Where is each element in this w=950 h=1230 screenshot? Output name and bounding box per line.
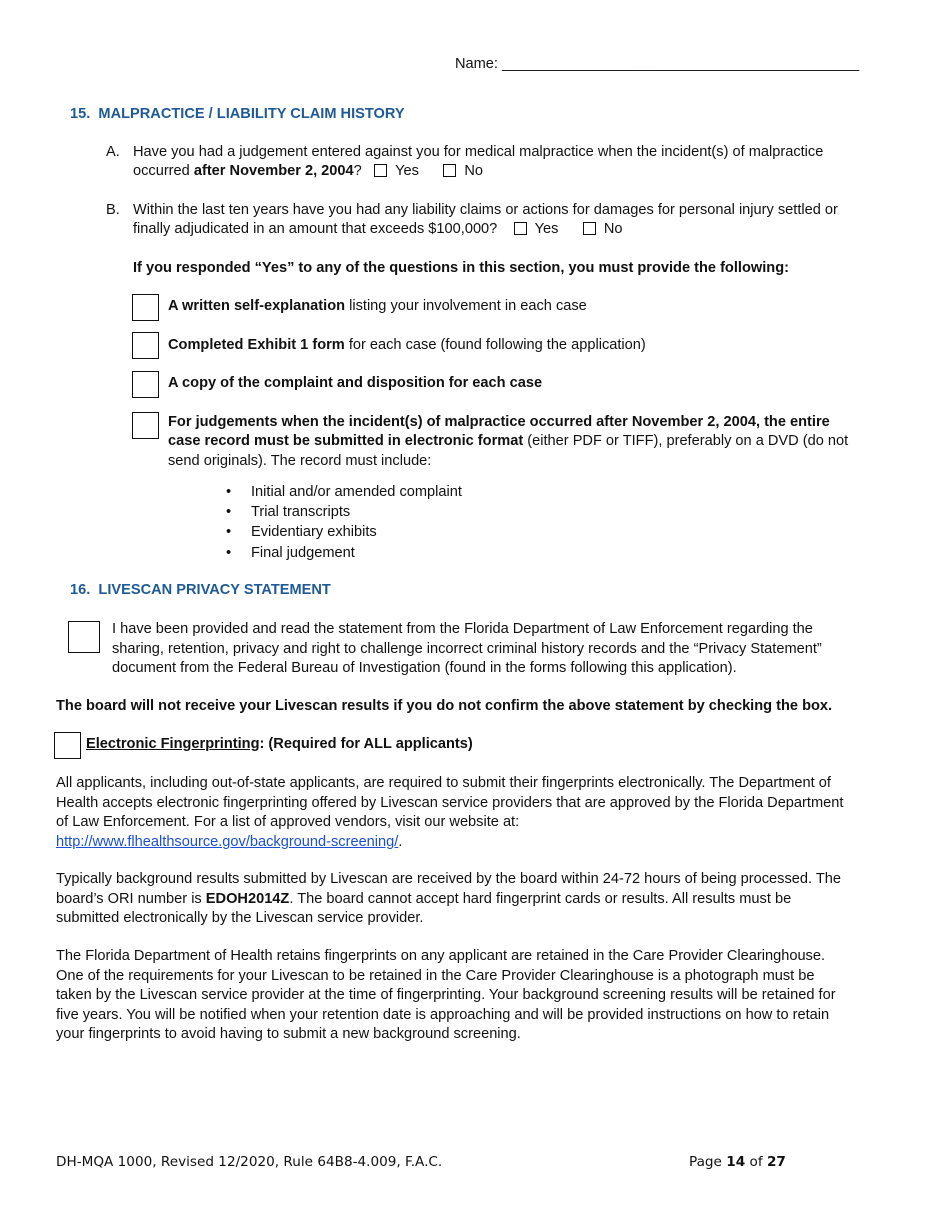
question-b-yes-checkbox[interactable] <box>514 222 527 235</box>
bullet-text: Final judgement <box>251 544 355 561</box>
question-b-yes-label: Yes <box>534 221 559 237</box>
item-exhibit-1 <box>168 336 646 356</box>
question-b-text: finally adjudicated in an amount that exceeds $100,000? <box>133 221 498 237</box>
paragraph-line: One of the requirements for your Livescan to be retained in the Care Provider Clearinghouse is a photograph must be <box>56 967 815 984</box>
privacy-statement-checkbox[interactable] <box>68 621 100 653</box>
item-self-explanation-checkbox[interactable] <box>132 294 159 321</box>
bullet-text: Evidentiary exhibits <box>251 524 377 541</box>
background-screening-link[interactable]: http://www.flhealthsource.gov/background-screening/ <box>56 833 399 850</box>
section-16-number: 16. <box>70 582 91 598</box>
paragraph-line: submitted electronically by the Livescan service provider. <box>56 910 424 926</box>
question-a-mark: ? <box>353 163 362 179</box>
question-b-no-checkbox[interactable] <box>583 222 596 235</box>
ori-post: . The board cannot accept hard fingerprint cards or results. All results must be <box>289 890 792 907</box>
item-complaint-copy <box>168 374 542 394</box>
bullet-icon: • <box>226 524 232 541</box>
item-complaint-copy-checkbox[interactable] <box>132 371 159 398</box>
item-case-record-rest: (either PDF or TIFF), preferably on a DVD (do not <box>523 433 849 449</box>
footer-form-id: DH-MQA 1000, Revised 12/2020, Rule 64B8-4.009, F.A.C. <box>56 1154 443 1170</box>
fingerprinting-paragraph-1 <box>56 774 843 852</box>
name-label: Name: <box>455 56 498 72</box>
item-self-explanation-bold: A written self-explanation <box>168 298 346 314</box>
link-period: . <box>398 833 403 850</box>
section-15-heading: MALPRACTICE / LIABILITY CLAIM HISTORY <box>98 106 405 122</box>
footer-page-number <box>689 1153 786 1173</box>
total-pages: 27 <box>766 1154 786 1170</box>
privacy-statement-line: sharing, retention, privacy and right to challenge incorrect criminal history records and the “Privacy Statement” <box>112 640 822 657</box>
question-b-letter: B. <box>106 202 120 218</box>
paragraph-line: taken by the Livescan service provider at the time of fingerprinting. Your background screening results will be retained for <box>56 987 836 1003</box>
item-self-explanation <box>168 297 587 317</box>
current-page: 14 <box>726 1154 746 1170</box>
item-self-explanation-rest: listing your involvement in each case <box>345 298 587 314</box>
bullet-text: Trial transcripts <box>251 504 351 521</box>
item-complaint-copy-bold: A copy of the complaint and disposition for each case <box>168 375 543 391</box>
of-label: of <box>749 1154 763 1170</box>
section-15-title <box>70 105 405 125</box>
question-a-no-checkbox[interactable] <box>443 164 456 177</box>
question-a-yes-checkbox[interactable] <box>374 164 387 177</box>
ori-pre: board’s ORI number is <box>56 890 206 907</box>
question-a-pre: occurred <box>133 163 194 179</box>
list-item <box>226 503 462 523</box>
bullet-text: Initial and/or amended complaint <box>251 484 462 500</box>
question-a-letter: A. <box>106 144 120 160</box>
item-case-record-bold-1: For judgements when the incident(s) of malpractice occurred after November 2, 2004, the entire <box>168 414 830 430</box>
paragraph-line: Typically background results submitted by Livescan are received by the board within 24-72 hours of being processed. The <box>56 871 841 887</box>
page-label: Page <box>689 1154 722 1170</box>
item-case-record-line2 <box>168 432 848 452</box>
paragraph-line: your fingerprints to avoid having to submit a new background screening. <box>56 1026 521 1042</box>
bullet-icon: • <box>226 484 232 500</box>
list-item <box>226 483 462 503</box>
section-16-title <box>70 581 331 601</box>
paragraph-line: Health accepts electronic fingerprinting offered by Livescan service providers that are approved by the Florida Department <box>56 794 844 811</box>
question-a-yes-label: Yes <box>395 163 419 179</box>
question-b-line1: Within the last ten years have you had any liability claims or actions for damages for personal injury settled or <box>133 202 838 218</box>
bullet-icon: • <box>226 544 232 561</box>
paragraph-line: five years. You will be notified when your retention date is approaching and will be provided instructions on how to retain <box>56 1006 830 1023</box>
livescan-warning: The board will not receive your Livescan results if you do not confirm the above statement by checking the box. <box>56 698 833 714</box>
section-15-number: 15. <box>70 106 91 122</box>
list-item <box>226 544 462 564</box>
fingerprinting-required: : (Required for ALL applicants) <box>259 736 473 752</box>
question-a-line2 <box>133 162 483 182</box>
question-b-line2 <box>133 220 623 240</box>
fingerprinting-heading <box>86 735 473 755</box>
section-16-heading: LIVESCAN PRIVACY STATEMENT <box>98 582 331 598</box>
item-case-record-bold-2: case record must be submitted in electronic format <box>168 433 524 449</box>
question-a-line1: Have you had a judgement entered against you for medical malpractice when the incident(s) of malpractice <box>133 144 824 160</box>
paragraph-line <box>56 833 843 853</box>
bullet-icon: • <box>226 504 232 521</box>
section-15-instruction: If you responded “Yes” to any of the questions in this section, you must provide the following: <box>133 260 789 276</box>
fingerprinting-paragraph-2 <box>56 870 841 929</box>
item-case-record-checkbox[interactable] <box>132 412 159 439</box>
ori-number: EDOH2014Z <box>205 890 290 907</box>
privacy-statement <box>112 620 822 679</box>
item-case-record-line3: send originals). The record must include: <box>168 453 432 469</box>
name-field-row <box>455 55 859 75</box>
question-a-date: after November 2, 2004 <box>193 163 354 179</box>
case-record-bullet-list <box>226 483 462 564</box>
question-b-no-label: No <box>603 221 623 237</box>
item-exhibit-1-checkbox[interactable] <box>132 332 159 359</box>
name-input-line[interactable]: ____________________________________________ <box>502 56 860 72</box>
paragraph-line: All applicants, including out-of-state applicants, are required to submit their fingerprints electronically. The Department of <box>56 775 831 791</box>
item-case-record-line1 <box>168 413 830 433</box>
fingerprinting-paragraph-3 <box>56 947 836 1045</box>
question-a-no-label: No <box>464 163 483 179</box>
paragraph-line: The Florida Department of Health retains fingerprints on any applicant are retained in the Care Provider Clearinghouse. <box>56 948 826 964</box>
paragraph-line: of Law Enforcement. For a list of approved vendors, visit our website at: <box>56 814 520 830</box>
privacy-statement-line: I have been provided and read the statement from the Florida Department of Law Enforcement regarding the <box>112 621 813 637</box>
fingerprinting-checkbox[interactable] <box>54 732 81 759</box>
item-exhibit-1-rest: for each case (found following the application) <box>344 337 646 353</box>
fingerprinting-title: Electronic Fingerprinting <box>86 736 260 752</box>
list-item <box>226 523 462 543</box>
paragraph-line <box>56 890 841 910</box>
item-exhibit-1-bold: Completed Exhibit 1 form <box>168 337 345 353</box>
privacy-statement-line: document from the Federal Bureau of Investigation (found in the forms following this application). <box>112 660 737 676</box>
